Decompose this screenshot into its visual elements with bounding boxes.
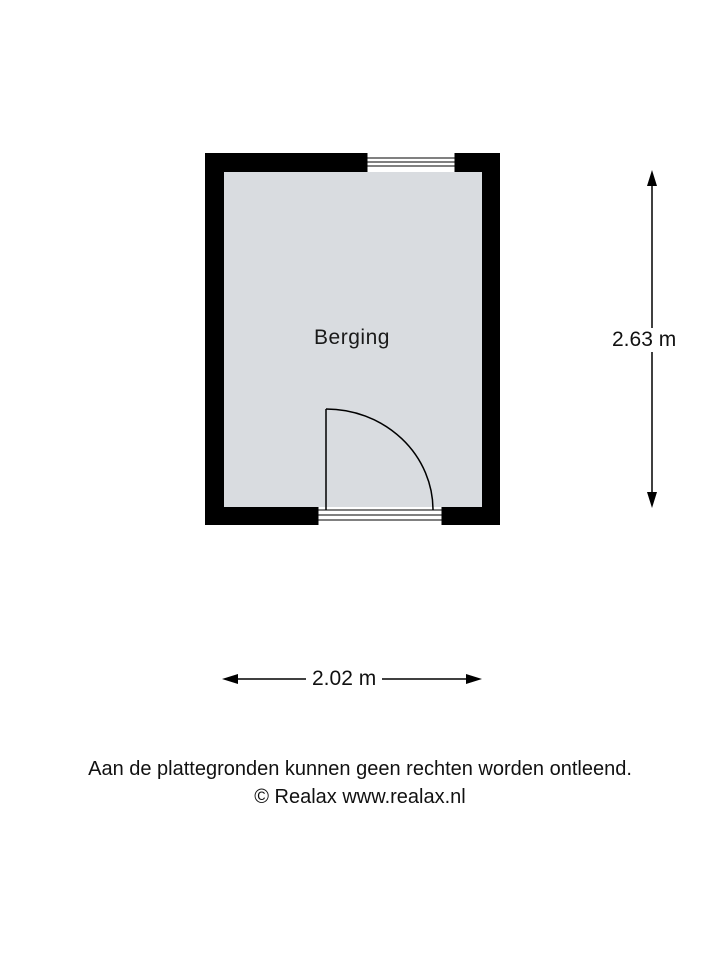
room-label-berging: Berging bbox=[314, 326, 390, 349]
disclaimer-text: Aan de plattegronden kunnen geen rechten worden ontleend. bbox=[88, 758, 632, 780]
height-dimension-label: 2.63 m bbox=[606, 328, 682, 352]
window-icon bbox=[367, 153, 455, 172]
width-dimension-label: 2.02 m bbox=[306, 667, 382, 691]
copyright-text: © Realax www.realax.nl bbox=[254, 786, 466, 808]
